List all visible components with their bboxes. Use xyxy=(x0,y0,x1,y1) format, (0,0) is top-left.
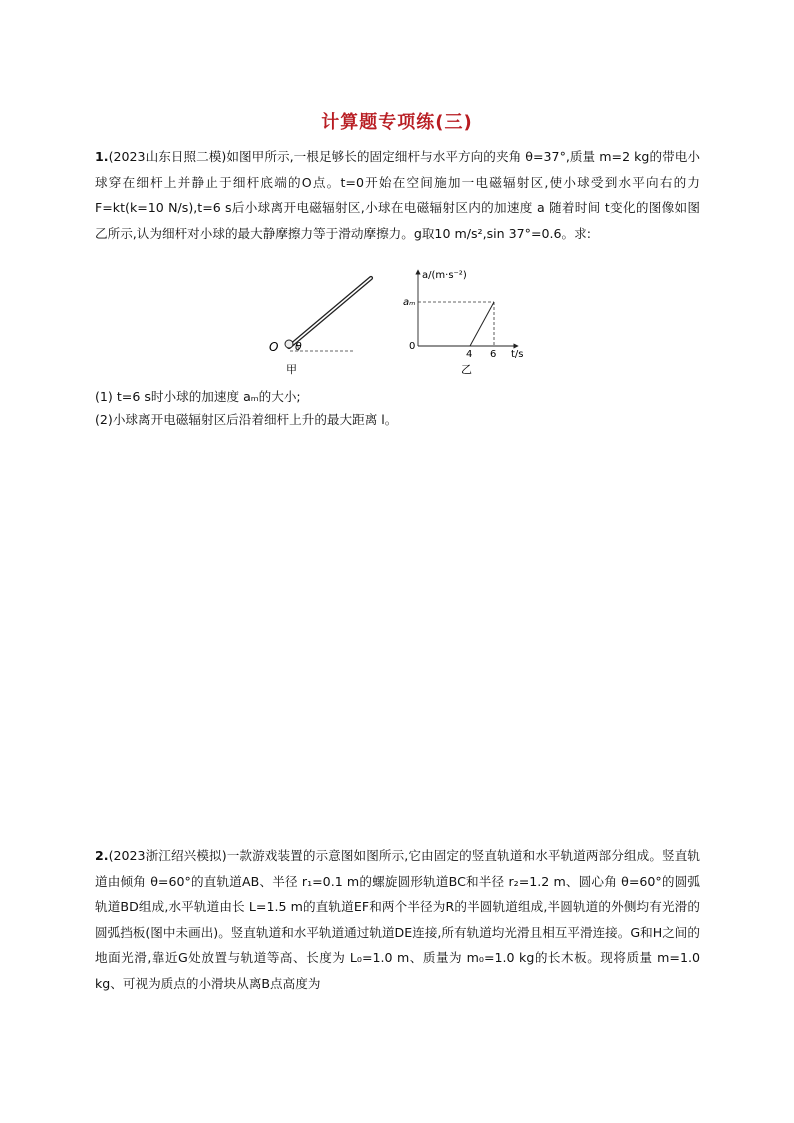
question-1-part-2: (2)小球离开电磁辐射区后沿着细杆上升的最大距离 l。 xyxy=(95,412,398,427)
x-axis-label: t/s xyxy=(511,349,524,360)
origin-label: 0 xyxy=(409,341,416,352)
question-1 xyxy=(95,144,700,246)
y-axis-label: a/(m·s⁻²) xyxy=(422,270,467,281)
am-label: aₘ xyxy=(403,297,416,308)
angle-label: θ xyxy=(295,340,302,353)
tick-4-label: 4 xyxy=(466,349,473,360)
figure-yi-caption: 乙 xyxy=(461,363,472,376)
figure-jia xyxy=(262,270,382,378)
tick-6-label: 6 xyxy=(490,349,497,360)
question-1-part-1: (1) t=6 s时小球的加速度 aₘ的大小; xyxy=(95,389,301,404)
figure-jia-caption: 甲 xyxy=(286,363,297,376)
point-o-label: O xyxy=(269,340,279,354)
ball xyxy=(285,340,293,348)
question-2-number: 2. xyxy=(95,848,109,863)
question-2 xyxy=(95,843,700,996)
question-1-text: (2023山东日照二模)如图甲所示,一根足够长的固定细杆与水平方向的夹角 θ=37°,质量 m=2 kg的带电小球穿在细杆上并静止于细杆底端的O点。t=0开始在空间施加一电磁辐射区,使小球受到水平向右的力 F=kt(k=10 N/s),t=6 s后小球离开电磁辐射区,小球在电磁辐射区内的加速度 a 随着时间 t变化的图像如图乙所示,认为细杆对小球的最大静摩擦力等于滑动摩擦力。g取10 m/s²,sin 37°=0.6。求: xyxy=(95,149,700,241)
question-1-number: 1. xyxy=(95,149,109,164)
question-2-text: (2023浙江绍兴模拟)一款游戏装置的示意图如图所示,它由固定的竖直轨道和水平轨道两部分组成。竖直轨道由倾角 θ=60°的直轨道AB、半径 r₁=0.1 m的螺旋圆形轨道BC和半径 r₂=1.2 m、圆心角 θ=60°的圆弧轨道BD组成,水平轨道由长 L=1.5 m的直轨道EF和两个半径为R的半圆轨道组成,半圆轨道的外侧均有光滑的圆弧挡板(图中未画出)。竖直轨道和水平轨道通过轨道DE连接,所有轨道均光滑且相互平滑连接。G和H之间的地面光滑,靠近G处放置与轨道等高、长度为 L₀=1.0 m、质量为 m₀=1.0 kg的长木板。现将质量 m=1.0 kg、可视为质点的小滑块从离B点高度为 xyxy=(95,848,700,991)
figure-yi xyxy=(400,266,540,378)
graph-line xyxy=(470,302,494,346)
page-title: 计算题专项练(三) xyxy=(321,112,473,133)
